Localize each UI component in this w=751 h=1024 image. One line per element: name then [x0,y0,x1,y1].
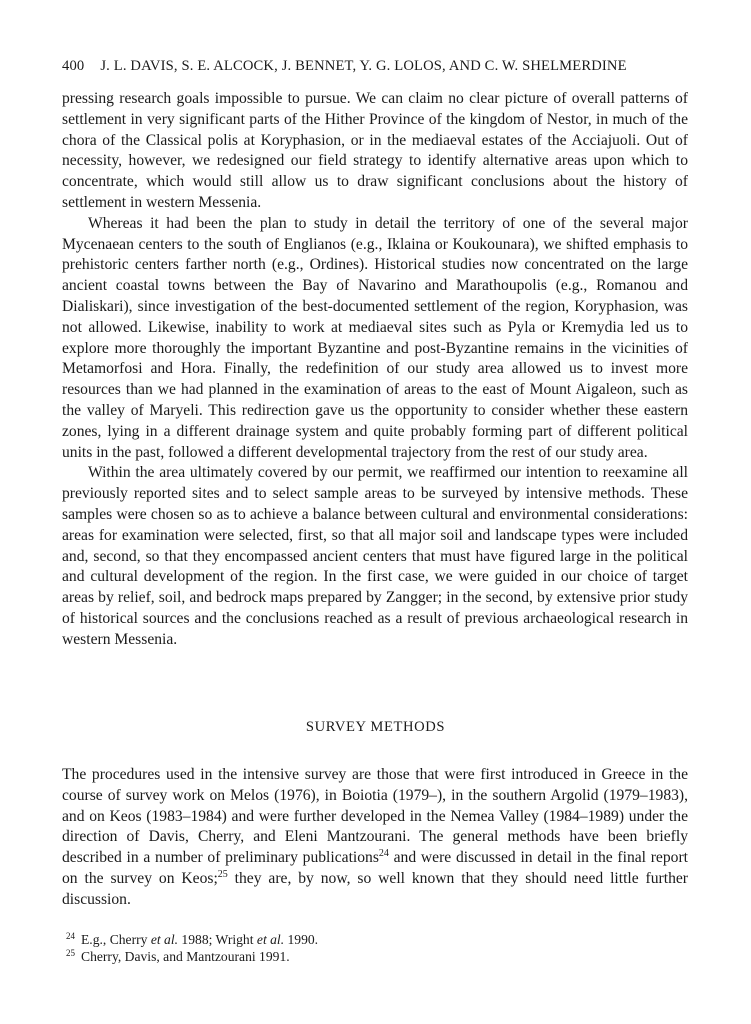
footnote-number: 25 [66,948,75,958]
footnote-text: E.g., Cherry [81,932,151,947]
footnote-italic: et al. [256,932,285,947]
footnotes [62,931,688,965]
page-number: 400 [62,58,85,74]
paragraph-3: Within the area ultimately covered by our permit, we reaffirmed our intention to reexamine all previously reported sites and to select sample areas to be surveyed by intensive methods. These samples were chosen so as to achieve a balance between cultural and environmental considerations: areas for examination were selected, first, so that all major soil and landscape types were included and, second, so that they encompassed ancient centers that must have figured large in the political and cultural development of the region. In the first case, we were guided in our choice of target areas by relief, soil, and bedrock maps prepared by Zangger; in the second, by extensive prior study of historical sources and the conclusions reached as a result of previous archaeological research in western Messenia. [62,464,688,648]
running-head-authors: J. L. DAVIS, S. E. ALCOCK, J. BENNET, Y. G. LOLOS, AND C. W. SHELMERDINE [100,58,627,74]
section-paragraph [62,765,688,911]
footnote-italic: et al. [150,932,179,947]
body-text [62,89,688,651]
footnote-number: 24 [66,931,75,941]
section-text-part1: The procedures used in the intensive survey are those that were first introduced in Greece in the course of survey work on Melos (1976), in Boiotia (1979–), in the southern Argolid (1979–1983), and on Keos (1983–1984) and were further developed in the Nemea Valley (1984–1989) under the direction of Davis, Cherry, and Eleni Mantzourani. The general methods have been briefly described in a number of preliminary publications [62,766,688,867]
section-heading: SURVEY METHODS [305,719,446,735]
section-body [62,765,688,911]
footnote-25 [66,948,688,965]
footnote-text: Cherry, Davis, and Mantzourani 1991. [81,949,290,964]
paragraph-2: Whereas it had been the plan to study in detail the territory of one of the several major Mycenaean centers to the south of Englianos (e.g., Iklaina or Koukounara), we shifted emphasis to prehistoric centers farther north (e.g., Ordines). Historical studies now concentrated on the large ancient coastal towns between the Bay of Navarino and Marathoupolis (e.g., Romanou and Dialiskari), since investigation of the best-documented settlement of the region, Koryphasion, was not allowed. Likewise, inability to work at mediaeval sites such as Pyla or Kremydia led us to explore more thoroughly the important Byzantine and post-Byzantine remains in the vicinities of Metamorfosi and Hora. Finally, the redefinition of our study area allowed us to invest more resources than we had planned in the examination of areas to the east of Mount Aigaleon, such as the valley of Maryeli. This redirection gave us the opportunity to consider whether these eastern zones, lying in a different drainage system and quite probably forming part of different political units in the past, followed a different developmental trajectory from the rest of our study area. [62,214,688,461]
footnote-24 [66,931,688,948]
paragraph-1: pressing research goals impossible to pursue. We can claim no clear picture of overall patterns of settlement in very significant parts of the Hither Province of the kingdom of Nestor, in much of the chora of the Classical polis at Koryphasion, or in the mediaeval estates of the Acciajuoli. Out of necessity, however, we redesigned our field strategy to identify alternative areas upon which to concentrate, which would still allow us to draw significant conclusions about the history of settlement in western Messenia. [62,90,688,211]
footnote-ref-25[interactable]: 25 [217,868,228,880]
footnote-text: 1988; Wright [178,932,257,947]
footnote-text: 1990. [284,932,319,947]
running-head [62,58,702,75]
footnote-ref-24[interactable]: 24 [378,848,389,860]
section-text-part3: they are, by now, so well known that they should need little further discussion. [62,869,688,908]
section-text-part2: and were discussed in detail in the final report on the survey on Keos; [62,849,688,887]
